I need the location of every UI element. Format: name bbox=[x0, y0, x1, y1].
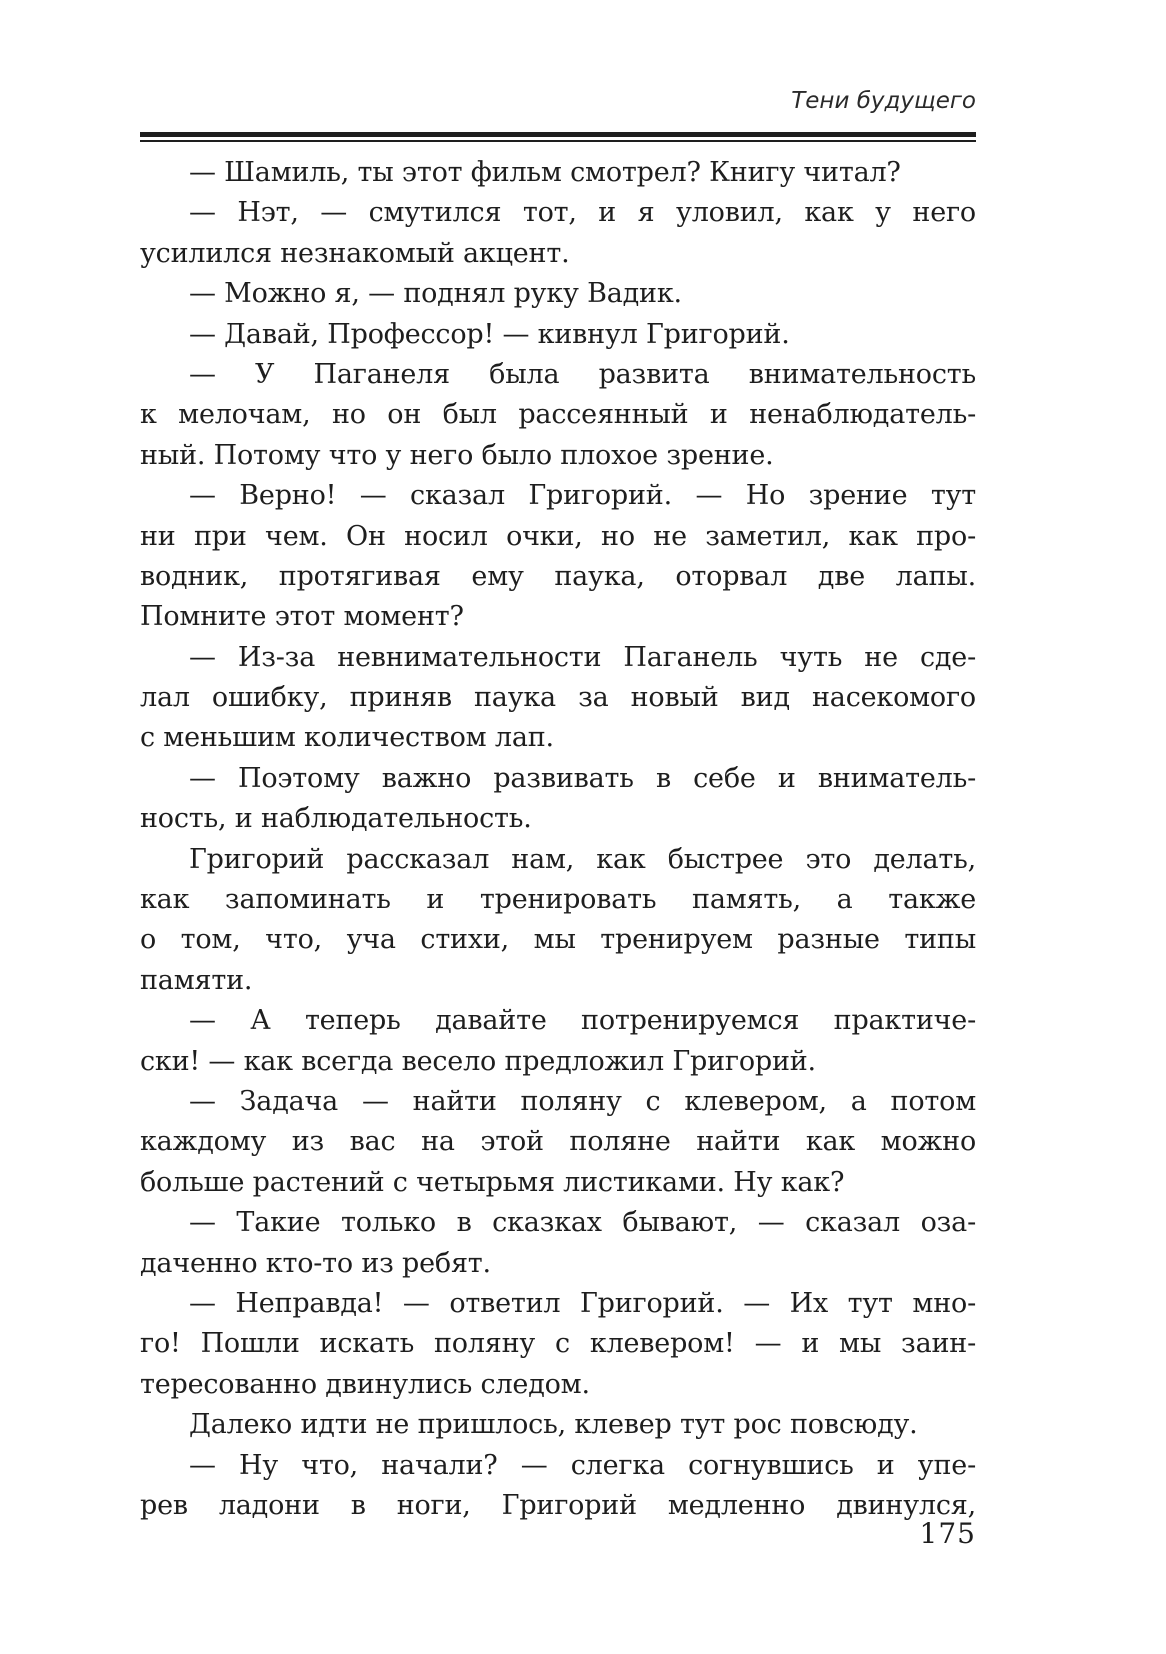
text-line: памяти. bbox=[140, 964, 253, 996]
text-line: тересованно двинулись следом. bbox=[140, 1368, 590, 1400]
text-line: Григорий рассказал нам, как быстрее это делать, bbox=[189, 843, 976, 875]
text-line: к мелочам, но он был рассеянный и ненаблюдатель- bbox=[140, 399, 976, 431]
text-line: — Такие только в сказках бывают, — сказал оза- bbox=[189, 1207, 976, 1239]
text-line: ность, и наблюдательность. bbox=[140, 803, 532, 835]
text-line: ни при чем. Он носил очки, но не заметил, как про- bbox=[140, 520, 976, 552]
text-line: — Из-за невнимательности Паганель чуть не сде- bbox=[189, 641, 976, 673]
text-line: водник, протягивая ему паука, оторвал две лапы. bbox=[140, 560, 976, 592]
text-line: — Шамиль, ты этот фильм смотрел? Книгу читал? bbox=[189, 157, 901, 188]
page-number: 175 bbox=[919, 1517, 976, 1550]
text-line: — Ну что, начали? — слегка согнувшись и упе- bbox=[189, 1449, 976, 1481]
text-line: больше растений с четырьмя листиками. Ну как? bbox=[140, 1166, 845, 1198]
text-line: — Давай, Профессор! — кивнул Григорий. bbox=[189, 318, 790, 350]
text-line: с меньшим количеством лап. bbox=[140, 722, 554, 754]
text-line: — Можно я, — поднял руку Вадик. bbox=[189, 278, 682, 310]
text-line: — Нэт, — смутился тот, и я уловил, как у него bbox=[189, 197, 976, 229]
text-line: — У Паганеля была развита внимательность bbox=[189, 358, 976, 390]
text-line: Далеко идти не пришлось, клевер тут рос повсюду. bbox=[189, 1409, 918, 1441]
text-line: — А теперь давайте потренируемся практиче- bbox=[189, 1005, 976, 1037]
text-line: — Поэтому важно развивать в себе и вниматель- bbox=[189, 762, 976, 794]
text-line: каждому из вас на этой поляне найти как можно bbox=[140, 1126, 976, 1158]
header-rule-thin bbox=[140, 140, 976, 142]
text-line: ски! — как всегда весело предложил Григорий. bbox=[140, 1045, 816, 1077]
text-line: — Верно! — сказал Григорий. — Но зрение тут bbox=[189, 480, 976, 512]
text-line: — Неправда! — ответил Григорий. — Их тут мно- bbox=[189, 1287, 976, 1319]
text-line: даченно кто-то из ребят. bbox=[140, 1247, 491, 1279]
text-line: о том, что, уча стихи, мы тренируем разные типы bbox=[140, 924, 976, 956]
text-line: лал ошибку, приняв паука за новый вид насекомого bbox=[140, 682, 976, 714]
running-head-title: Тени будущего bbox=[791, 88, 976, 114]
text-line: ный. Потому что у него было плохое зрение. bbox=[140, 439, 774, 471]
text-line: рев ладони в ноги, Григорий медленно двинулся, bbox=[140, 1489, 976, 1521]
body-text bbox=[140, 153, 976, 1526]
text-line: — Задача — найти поляну с клевером, а потом bbox=[189, 1085, 976, 1117]
text-line: как запоминать и тренировать память, а также bbox=[140, 884, 976, 916]
text-line: усилился незнакомый акцент. bbox=[140, 237, 570, 269]
header-rule-thick bbox=[140, 132, 976, 137]
text-line: Помните этот момент? bbox=[140, 601, 464, 633]
text-line: го! Пошли искать поляну с клевером! — и мы заин- bbox=[140, 1328, 976, 1360]
